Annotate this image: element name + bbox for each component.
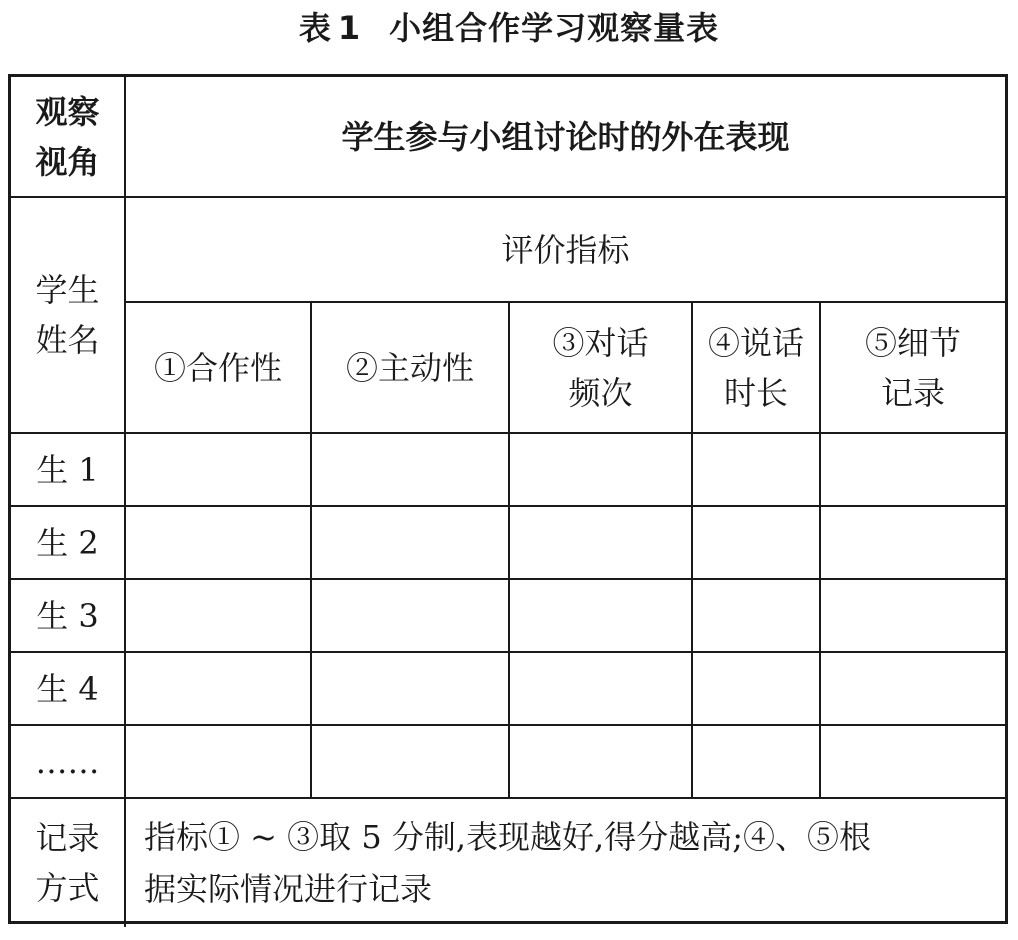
indicator-4-line-1: ④说话 — [707, 323, 804, 362]
score-cell — [312, 653, 510, 726]
perspective-header-cell — [11, 77, 126, 198]
indicator-5-line-2: 记录 — [880, 373, 945, 412]
score-cell — [312, 580, 510, 653]
student-name-cell — [11, 507, 126, 580]
table-title-number: 1 — [337, 9, 362, 47]
table-title — [0, 8, 1018, 48]
score-cell — [126, 507, 312, 580]
record-method-cell — [126, 799, 1005, 927]
student-name-cell — [11, 653, 126, 726]
indicator-group-label: 评价指标 — [501, 230, 630, 269]
indicator-3-line-1: ③对话 — [552, 323, 649, 362]
score-cell — [510, 580, 693, 653]
indicator-header-2 — [312, 303, 510, 434]
indicator-5-line-1: ⑤细节 — [864, 323, 961, 362]
student-name: 生 2 — [36, 523, 99, 562]
score-cell — [821, 726, 1005, 799]
perspective-value-cell — [126, 77, 1005, 198]
indicator-header-5 — [821, 303, 1005, 434]
score-cell — [693, 653, 821, 726]
score-cell — [126, 726, 312, 799]
name-header-line-1: 学生 — [35, 271, 100, 309]
score-cell — [821, 507, 1005, 580]
record-header-line-2: 方式 — [35, 869, 100, 907]
score-cell — [821, 580, 1005, 653]
student-name-cell — [11, 580, 126, 653]
table-title-text: 小组合作学习观察量表 — [389, 9, 720, 47]
student-name: 生 3 — [36, 596, 99, 635]
indicator-group-cell — [126, 198, 1005, 303]
record-text-line-1: 指标① ~ ③取 5 分制,表现越好,得分越高;④、⑤根 — [144, 818, 871, 856]
record-header-line-1: 记录 — [35, 819, 100, 857]
record-header-cell — [11, 799, 126, 927]
indicator-2-line-1: ②主动性 — [345, 348, 474, 387]
indicator-3-line-2: 频次 — [568, 373, 633, 412]
score-cell — [312, 434, 510, 507]
score-cell — [126, 580, 312, 653]
perspective-value: 学生参与小组讨论时的外在表现 — [341, 117, 790, 156]
score-cell — [693, 434, 821, 507]
observation-table — [8, 74, 1008, 924]
score-cell — [693, 580, 821, 653]
student-name-cell — [11, 434, 126, 507]
name-header-cell — [11, 198, 126, 434]
student-name: 生 1 — [36, 450, 99, 489]
score-cell — [510, 507, 693, 580]
score-cell — [510, 653, 693, 726]
score-cell — [693, 726, 821, 799]
student-name: …… — [35, 742, 100, 781]
score-cell — [693, 507, 821, 580]
score-cell — [126, 653, 312, 726]
indicator-4-line-2: 时长 — [723, 373, 788, 412]
indicator-1-line-1: ①合作性 — [153, 348, 282, 387]
indicator-header-4 — [693, 303, 821, 434]
student-name: 生 4 — [36, 669, 99, 708]
indicator-header-3 — [510, 303, 693, 434]
perspective-header-line-1: 观察 — [35, 92, 100, 131]
score-cell — [510, 726, 693, 799]
indicator-header-1 — [126, 303, 312, 434]
score-cell — [312, 507, 510, 580]
student-name-cell — [11, 726, 126, 799]
table-title-label: 表 — [298, 9, 332, 47]
score-cell — [126, 434, 312, 507]
score-cell — [312, 726, 510, 799]
name-header-line-2: 姓名 — [35, 321, 100, 359]
score-cell — [821, 434, 1005, 507]
record-text-line-2: 据实际情况进行记录 — [144, 870, 433, 908]
score-cell — [510, 434, 693, 507]
perspective-header-line-2: 视角 — [35, 142, 100, 181]
score-cell — [821, 653, 1005, 726]
